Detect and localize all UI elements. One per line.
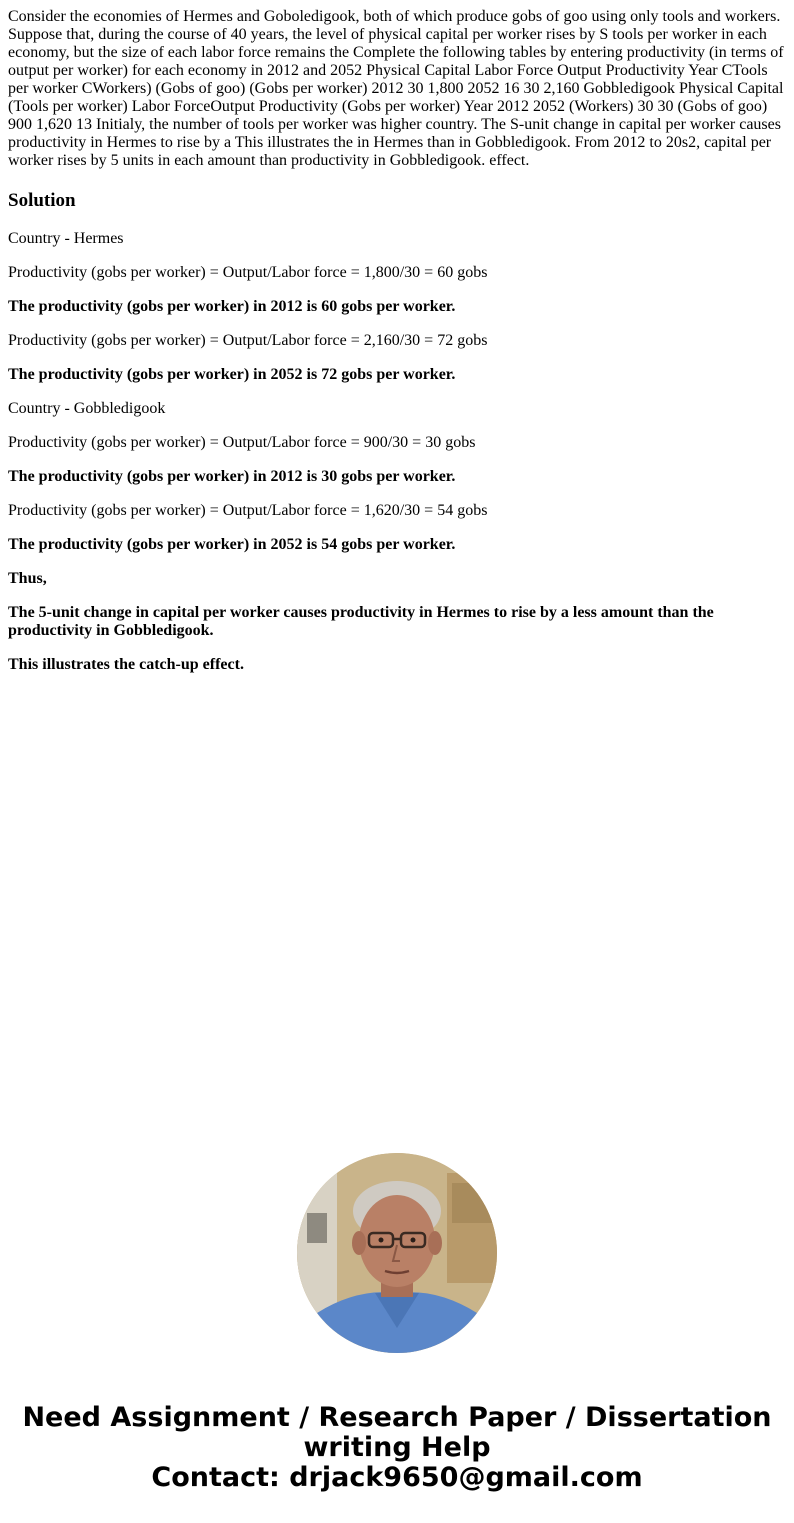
- solution-heading: Solution: [8, 190, 76, 211]
- page-content: [8, 8, 786, 690]
- solution-paragraph: Productivity (gobs per worker) = Output/Labor force = 900/30 = 30 gobs: [8, 434, 476, 451]
- solution-paragraph: The productivity (gobs per worker) in 2012 is 60 gobs per worker.: [8, 298, 456, 315]
- solution-paragraph: Productivity (gobs per worker) = Output/Labor force = 1,620/30 = 54 gobs: [8, 502, 488, 519]
- author-portrait-image: [297, 1153, 497, 1353]
- solution-paragraph: Country - Hermes: [8, 230, 124, 247]
- solution-paragraph: Productivity (gobs per worker) = Output/Labor force = 1,800/30 = 60 gobs: [8, 264, 488, 281]
- solution-paragraph: The productivity (gobs per worker) in 2052 is 72 gobs per worker.: [8, 366, 456, 383]
- solution-paragraph: This illustrates the catch-up effect.: [8, 656, 244, 673]
- solution-paragraph: The 5-unit change in capital per worker causes productivity in Hermes to rise by a less amount than the productivity in Gobbledigook.: [8, 604, 714, 639]
- contact-footer: [0, 1403, 794, 1493]
- footer-line: Need Assignment / Research Paper / Dissertation: [22, 1402, 772, 1433]
- solution-paragraph: Country - Gobbledigook: [8, 400, 166, 417]
- author-avatar: [297, 1153, 497, 1353]
- question-text: Consider the economies of Hermes and Goboledigook, both of which produce gobs of goo using only tools and workers. Suppose that, during the course of 40 years, the level of physical capital per worker rises by S tools per worker in each economy, but the size of each labor force remains the Complete the following tables by entering productivity (in terms of output per worker) for each economy in 2012 and 2052 Physical Capital Labor Force Output Productivity Year CTools per worker CWorkers) (Gobs of goo) (Gobs per worker) 2012 30 1,800 2052 16 30 2,160 Gobbledigook Physical Capital (Tools per worker) Labor ForceOutput Productivity (Gobs per worker) Year 2012 2052 (Workers) 30 30 (Gobs of goo) 900 1,620 13 Initialy, the number of tools per worker was higher country. The S-unit change in capital per worker causes productivity in Hermes to rise by a This illustrates the in Hermes than in Gobbledigook. From 2012 to 20s2, capital per worker rises by 5 units in each amount than productivity in Gobbledigook. effect.: [8, 8, 784, 169]
- solution-paragraph: The productivity (gobs per worker) in 2052 is 54 gobs per worker.: [8, 536, 456, 553]
- footer-line: writing Help: [303, 1432, 491, 1463]
- solution-paragraph: Thus,: [8, 570, 47, 587]
- solution-paragraph: Productivity (gobs per worker) = Output/Labor force = 2,160/30 = 72 gobs: [8, 332, 488, 349]
- solution-paragraph: The productivity (gobs per worker) in 2012 is 30 gobs per worker.: [8, 468, 456, 485]
- footer-contact-line: Contact: drjack9650@gmail.com: [151, 1462, 643, 1493]
- solution-body: [8, 230, 786, 674]
